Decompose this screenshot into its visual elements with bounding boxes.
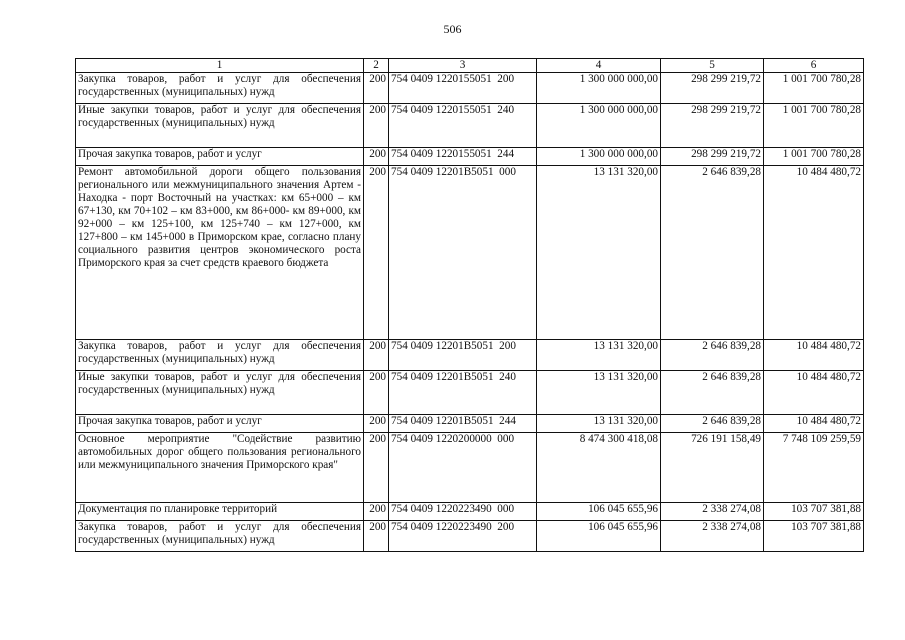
row-executed-cell: 726 191 158,49 — [661, 433, 764, 503]
row-col2-cell: 200 — [364, 503, 389, 521]
row-code-cell: 754 0409 1220200000 000 — [389, 433, 537, 503]
row-name-cell: Иные закупки товаров, работ и услуг для обеспечения государственных (муниципальных) нужд — [76, 104, 364, 148]
row-remaining-cell: 10 484 480,72 — [764, 166, 864, 340]
row-name-cell: Закупка товаров, работ и услуг для обеспечения государственных (муниципальных) нужд — [76, 521, 364, 552]
row-executed-cell: 2 646 839,28 — [661, 371, 764, 415]
row-code-cell: 754 0409 12201B5051 200 — [389, 340, 537, 371]
row-remaining-cell: 10 484 480,72 — [764, 340, 864, 371]
table-row — [76, 433, 864, 503]
budget-table — [75, 58, 864, 552]
row-code-cell: 754 0409 1220155051 200 — [389, 73, 537, 104]
header-row — [76, 59, 864, 73]
row-approved-cell: 106 045 655,96 — [537, 521, 661, 552]
table-row — [76, 340, 864, 371]
row-col2-cell: 200 — [364, 73, 389, 104]
row-executed-cell: 298 299 219,72 — [661, 148, 764, 166]
row-col2-cell: 200 — [364, 433, 389, 503]
row-remaining-cell: 1 001 700 780,28 — [764, 148, 864, 166]
row-executed-cell: 2 646 839,28 — [661, 340, 764, 371]
row-approved-cell: 13 131 320,00 — [537, 371, 661, 415]
row-code-cell: 754 0409 12201B5051 244 — [389, 415, 537, 433]
row-code-cell: 754 0409 12201B5051 000 — [389, 166, 537, 340]
row-remaining-cell: 7 748 109 259,59 — [764, 433, 864, 503]
table-row — [76, 521, 864, 552]
row-col2-cell: 200 — [364, 415, 389, 433]
row-approved-cell: 13 131 320,00 — [537, 166, 661, 340]
row-approved-cell: 1 300 000 000,00 — [537, 148, 661, 166]
column-header: 5 — [661, 59, 764, 73]
row-executed-cell: 298 299 219,72 — [661, 104, 764, 148]
row-remaining-cell: 10 484 480,72 — [764, 415, 864, 433]
table-row — [76, 166, 864, 340]
row-col2-cell: 200 — [364, 104, 389, 148]
row-name-cell: Документация по планировке территорий — [76, 503, 364, 521]
row-remaining-cell: 103 707 381,88 — [764, 503, 864, 521]
row-approved-cell: 13 131 320,00 — [537, 415, 661, 433]
row-remaining-cell: 1 001 700 780,28 — [764, 104, 864, 148]
column-header: 3 — [389, 59, 537, 73]
row-code-cell: 754 0409 1220223490 000 — [389, 503, 537, 521]
row-executed-cell: 2 338 274,08 — [661, 503, 764, 521]
row-name-cell: Закупка товаров, работ и услуг для обеспечения государственных (муниципальных) нужд — [76, 73, 364, 104]
row-name-cell: Закупка товаров, работ и услуг для обеспечения государственных (муниципальных) нужд — [76, 340, 364, 371]
row-code-cell: 754 0409 1220223490 200 — [389, 521, 537, 552]
row-col2-cell: 200 — [364, 148, 389, 166]
table-row — [76, 104, 864, 148]
table-row — [76, 503, 864, 521]
table-row — [76, 148, 864, 166]
row-executed-cell: 2 338 274,08 — [661, 521, 764, 552]
table-row — [76, 415, 864, 433]
table-row — [76, 371, 864, 415]
column-header: 4 — [537, 59, 661, 73]
row-col2-cell: 200 — [364, 371, 389, 415]
row-code-cell: 754 0409 1220155051 244 — [389, 148, 537, 166]
row-code-cell: 754 0409 12201B5051 240 — [389, 371, 537, 415]
row-col2-cell: 200 — [364, 340, 389, 371]
row-remaining-cell: 103 707 381,88 — [764, 521, 864, 552]
row-approved-cell: 1 300 000 000,00 — [537, 73, 661, 104]
row-approved-cell: 106 045 655,96 — [537, 503, 661, 521]
row-name-cell: Прочая закупка товаров, работ и услуг — [76, 415, 364, 433]
row-name-cell: Ремонт автомобильной дороги общего пользования регионального или межмуниципального значения Артем - Находка - порт Восточный на участках: км 65+000 – км 67+130, км 70+102 – км 83+000, км 86+000- км 89+000, км 92+000 – км 125+100, км 125+740 – км 127+000, км 127+800 – км 145+000 в Приморском крае, согласно плану социального развития центров экономического роста Приморского края за счет средств краевого бюджета — [76, 166, 364, 340]
column-header: 1 — [76, 59, 364, 73]
row-code-cell: 754 0409 1220155051 240 — [389, 104, 537, 148]
row-executed-cell: 298 299 219,72 — [661, 73, 764, 104]
row-approved-cell: 1 300 000 000,00 — [537, 104, 661, 148]
row-remaining-cell: 1 001 700 780,28 — [764, 73, 864, 104]
row-name-cell: Прочая закупка товаров, работ и услуг — [76, 148, 364, 166]
row-remaining-cell: 10 484 480,72 — [764, 371, 864, 415]
column-header: 2 — [364, 59, 389, 73]
row-approved-cell: 13 131 320,00 — [537, 340, 661, 371]
row-name-cell: Основное мероприятие "Содействие развитию автомобильных дорог общего пользования регионального или межмуниципального значения Приморского края" — [76, 433, 364, 503]
row-name-cell: Иные закупки товаров, работ и услуг для обеспечения государственных (муниципальных) нужд — [76, 371, 364, 415]
page-number: 506 — [443, 22, 462, 36]
row-executed-cell: 2 646 839,28 — [661, 415, 764, 433]
row-col2-cell: 200 — [364, 521, 389, 552]
column-header: 6 — [764, 59, 864, 73]
row-approved-cell: 8 474 300 418,08 — [537, 433, 661, 503]
table-row — [76, 73, 864, 104]
row-col2-cell: 200 — [364, 166, 389, 340]
row-executed-cell: 2 646 839,28 — [661, 166, 764, 340]
